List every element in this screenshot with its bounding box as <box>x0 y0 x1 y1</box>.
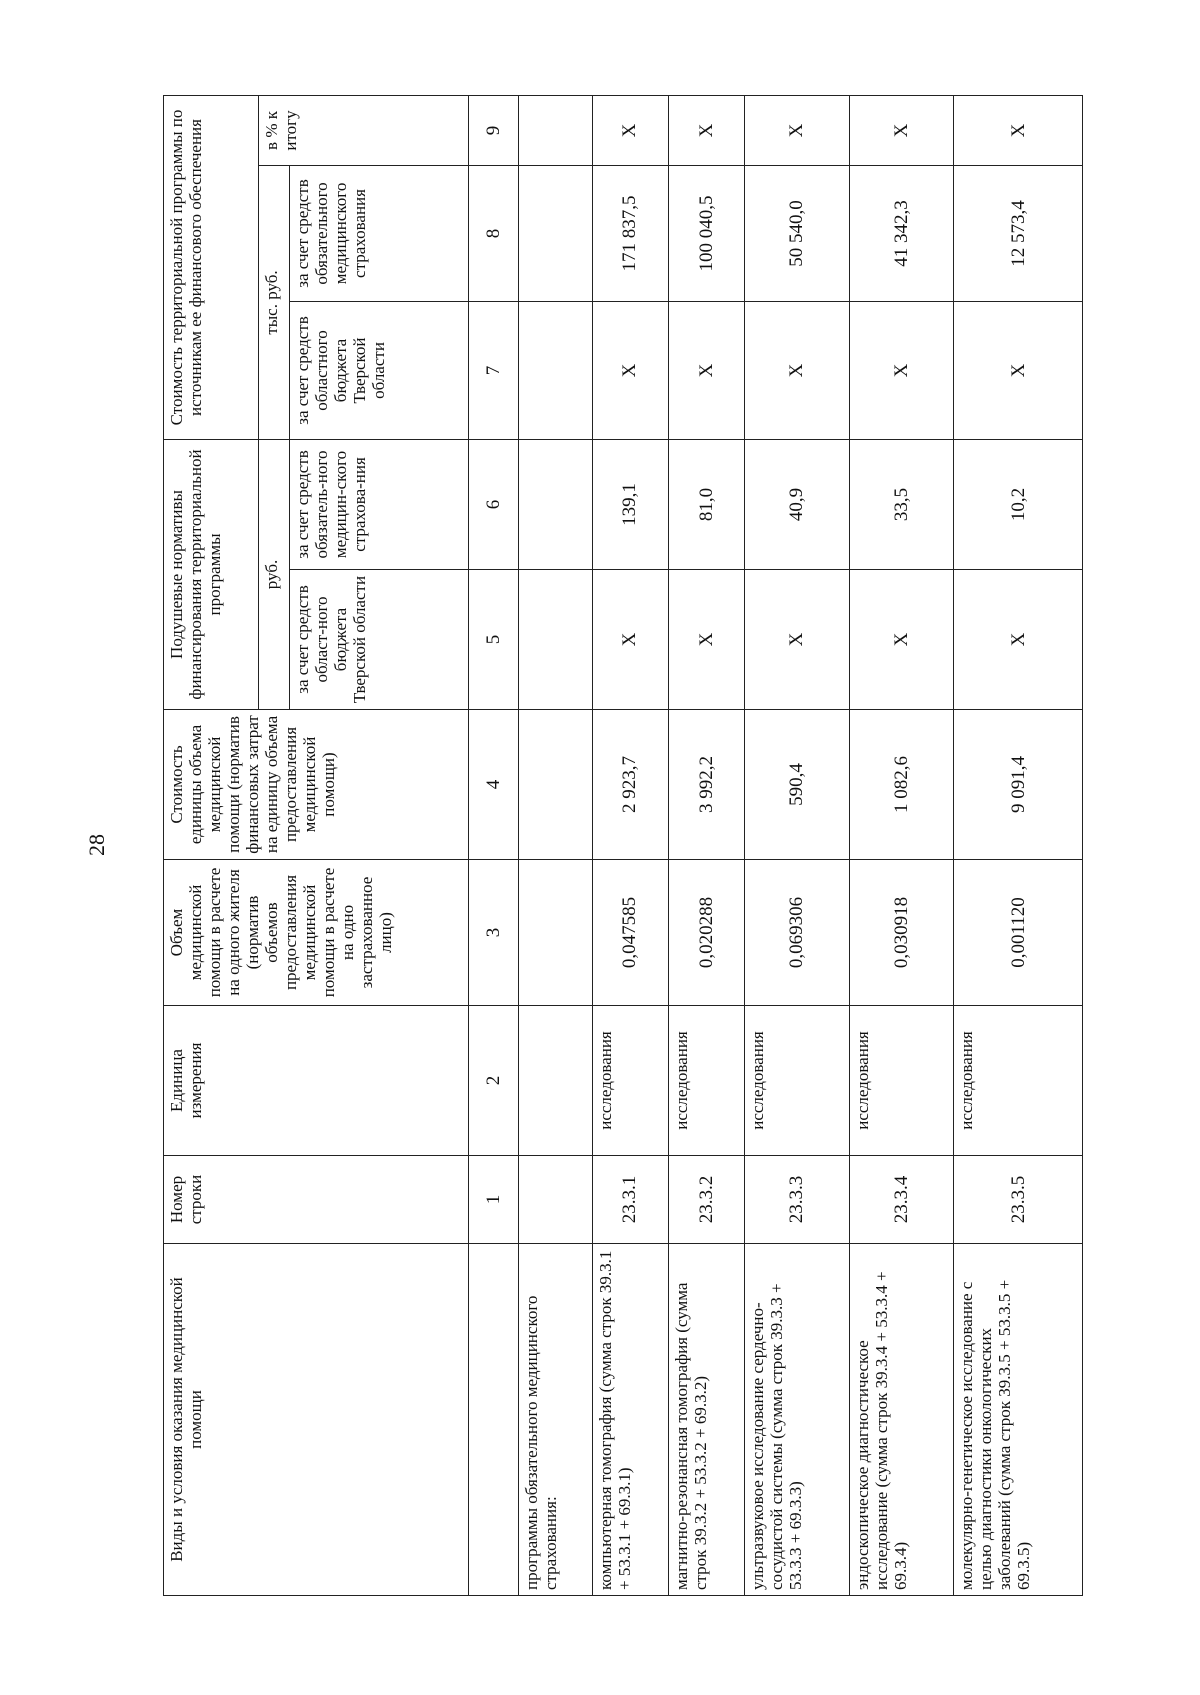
table-row <box>744 95 849 1595</box>
row-volume: 0,030918 <box>849 860 954 1006</box>
header-oms-8: за счет средств обязательного медицинского страхования <box>290 165 469 301</box>
table-row <box>668 95 744 1595</box>
row-volume: 0,020288 <box>668 860 744 1006</box>
table-row <box>592 95 668 1595</box>
row-col7: X <box>592 301 668 439</box>
row-code: 23.3.5 <box>954 1156 1083 1244</box>
row-code: 23.3.2 <box>668 1156 744 1244</box>
header-row-number: Номер строки <box>164 1156 469 1244</box>
column-number: 4 <box>468 710 518 860</box>
section-label: программы обязательного медицинского страхования: <box>518 1244 592 1596</box>
row-name: молекулярно-генетическое исследование с целью диагностики онкологических заболеваний (сумма строк 39.3.5 + 53.3.5 + 69.3.5) <box>954 1244 1083 1596</box>
row-name: магнитно-резонансная томография (сумма строк 39.3.2 + 53.3.2 + 69.3.2) <box>668 1244 744 1596</box>
row-col5: X <box>668 570 744 710</box>
header-per-capita: Подушевые нормативы финансирования территориальной программы <box>164 439 259 709</box>
row-cost: 590,4 <box>744 710 849 860</box>
header-kinds: Виды и условия оказания медицинской помощи <box>164 1244 469 1596</box>
row-col7: X <box>954 301 1083 439</box>
row-col8: 41 342,3 <box>849 165 954 301</box>
row-col9: X <box>592 95 668 165</box>
header-unit: Единица измерения <box>164 1006 469 1156</box>
table-row <box>849 95 954 1595</box>
row-unit: исследования <box>849 1006 954 1156</box>
row-col8: 12 573,4 <box>954 165 1083 301</box>
column-number: 7 <box>468 301 518 439</box>
section-row <box>518 95 592 1595</box>
row-name: ультразвуковое исследование сердечно-сосудистой системы (сумма строк 39.3.3 + 53.3.3 + 69.3.3) <box>744 1244 849 1596</box>
row-col7: X <box>744 301 849 439</box>
row-col8: 100 040,5 <box>668 165 744 301</box>
row-unit: исследования <box>744 1006 849 1156</box>
table-row <box>954 95 1083 1595</box>
row-col7: X <box>668 301 744 439</box>
row-col8: 171 837,5 <box>592 165 668 301</box>
row-unit: исследования <box>954 1006 1083 1156</box>
header-percent-total: в % к итогу <box>259 95 469 165</box>
header-thousand-rub: тыс. руб. <box>259 165 290 439</box>
page-number: 28 <box>84 834 109 856</box>
row-col7: X <box>849 301 954 439</box>
row-cost: 9 091,4 <box>954 710 1083 860</box>
row-col5: X <box>592 570 668 710</box>
row-volume: 0,001120 <box>954 860 1083 1006</box>
header-program-cost: Стоимость территориальной программы по источникам ее финансового обеспечения <box>164 95 259 439</box>
row-col8: 50 540,0 <box>744 165 849 301</box>
header-budget-7: за счет средств областного бюджета Тверской области <box>290 301 469 439</box>
column-number: 8 <box>468 165 518 301</box>
column-number: 5 <box>468 570 518 710</box>
row-col5: X <box>744 570 849 710</box>
row-code: 23.3.1 <box>592 1156 668 1244</box>
row-name: эндоскопическое диагностическое исследование (сумма строк 39.3.4 + 53.3.4 + 69.3.4) <box>849 1244 954 1596</box>
row-unit: исследования <box>668 1006 744 1156</box>
row-cost: 2 923,7 <box>592 710 668 860</box>
row-cost: 1 082,6 <box>849 710 954 860</box>
column-number <box>468 1244 518 1596</box>
row-col6: 40,9 <box>744 439 849 569</box>
row-volume: 0,047585 <box>592 860 668 1006</box>
row-col6: 81,0 <box>668 439 744 569</box>
column-number: 9 <box>468 95 518 165</box>
header-cost: Стоимость единицы объема медицинской помощи (норматив финансовых затрат на единицу объема предоставления медицинской помощи) <box>164 710 469 860</box>
column-number: 6 <box>468 439 518 569</box>
row-col6: 10,2 <box>954 439 1083 569</box>
column-number: 1 <box>468 1156 518 1244</box>
row-col9: X <box>849 95 954 165</box>
row-code: 23.3.4 <box>849 1156 954 1244</box>
row-col5: X <box>849 570 954 710</box>
row-unit: исследования <box>592 1006 668 1156</box>
row-code: 23.3.3 <box>744 1156 849 1244</box>
financing-table <box>163 95 1083 1596</box>
column-number: 2 <box>468 1006 518 1156</box>
header-budget-5: за счет средств област-ного бюджета Тверской области <box>290 570 469 710</box>
header-rub: руб. <box>259 439 290 709</box>
row-col9: X <box>668 95 744 165</box>
row-col5: X <box>954 570 1083 710</box>
row-col9: X <box>954 95 1083 165</box>
row-volume: 0,069306 <box>744 860 849 1006</box>
row-cost: 3 992,2 <box>668 710 744 860</box>
rotated-table-container <box>163 96 1083 1596</box>
row-col6: 33,5 <box>849 439 954 569</box>
column-number-row <box>468 95 518 1595</box>
header-oms-6: за счет средств обязатель-ного медицин-ского страхова-ния <box>290 439 469 569</box>
row-col9: X <box>744 95 849 165</box>
column-number: 3 <box>468 860 518 1006</box>
header-volume: Объем медицинской помощи в расчете на одного жителя (норматив объемов предоставления медицинской помощи в расчете на одно застрахованное лицо) <box>164 860 469 1006</box>
row-name: компьютерная томография (сумма строк 39.3.1 + 53.3.1 + 69.3.1) <box>592 1244 668 1596</box>
row-col6: 139,1 <box>592 439 668 569</box>
